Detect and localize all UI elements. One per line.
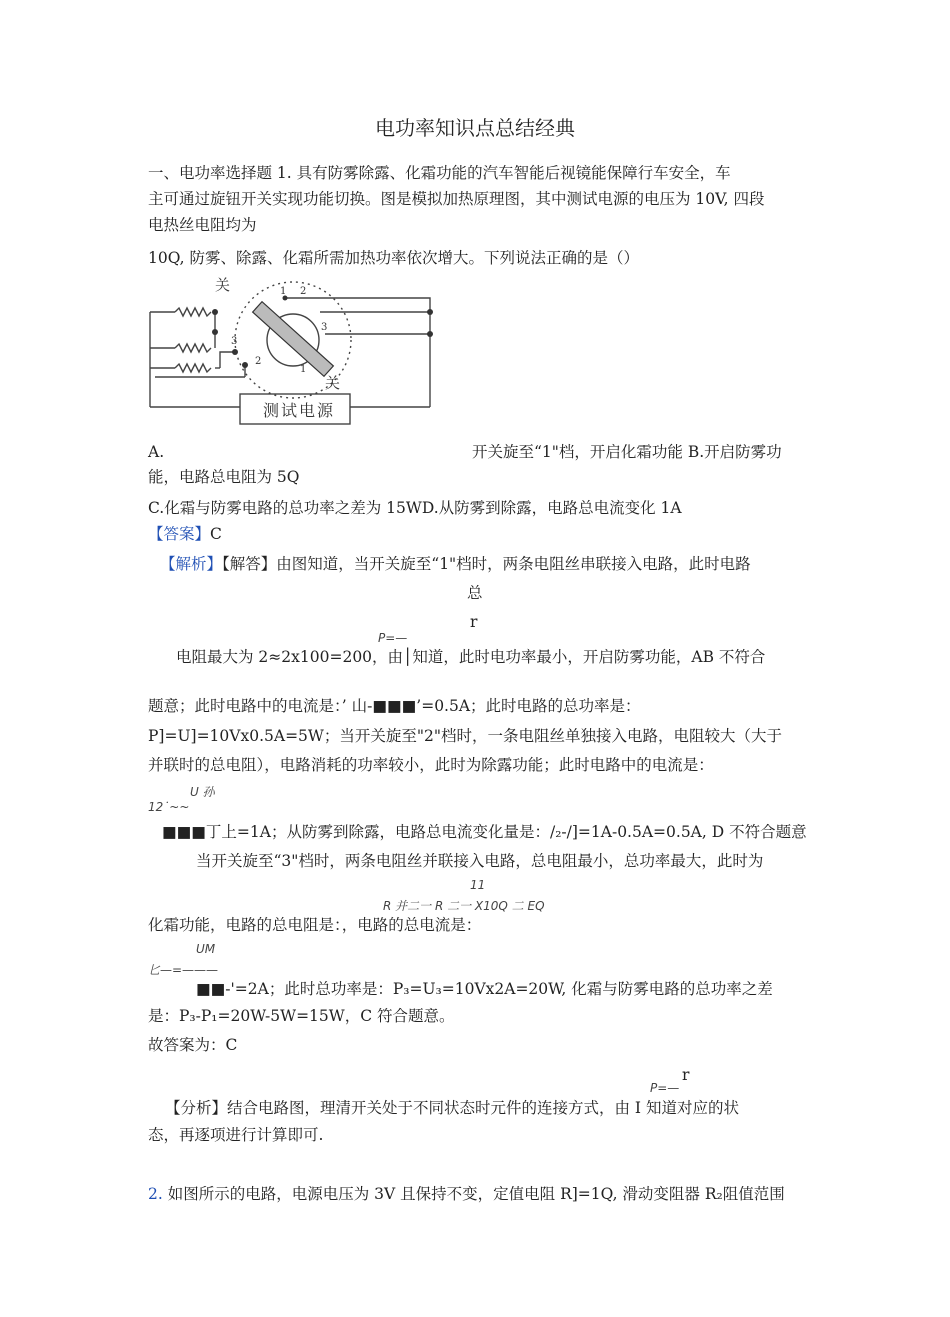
- diagram-label-3-left: 3: [231, 336, 238, 347]
- analysis-line-5: 并联时的总电阻），电路消耗的功率较小，此时为除露功能；此时电路中的电流是：: [148, 756, 714, 774]
- question-2-number: 2.: [148, 1185, 163, 1203]
- analysis-tag: 【解析】: [160, 555, 223, 573]
- question-2-line: [148, 1183, 785, 1205]
- answer-tag: 【答案】: [148, 525, 211, 543]
- analysis-line-7: 当开关旋至“3"档时，两条电阻丝并联接入电路，总电阻最小，总功率最大，此时为: [196, 852, 764, 870]
- q1-line-3: 电热丝电阻均为: [148, 216, 257, 234]
- page-title: 电功率知识点总结经典: [375, 116, 575, 140]
- fragment-r-2: r: [682, 1066, 690, 1084]
- diagram-label-1-bottom: 1: [300, 364, 307, 375]
- diagram-label-guan-top: 关: [215, 276, 231, 294]
- analysis-line-3: 题意；此时电路中的电流是：’ 山-■■■’=0.5A；此时电路的总功率是：: [148, 697, 641, 715]
- fragment-p-formula-1: P=—: [378, 631, 408, 645]
- option-a-text: 开关旋至“1"档，开启化霜功能 B.开启防雾功: [472, 443, 782, 461]
- fragment-p-formula-2: P=—: [650, 1081, 680, 1095]
- fenxi-line: 【分析】结合电路图，理清开关处于不同状态时元件的连接方式，由 I 知道对应的状: [165, 1099, 739, 1117]
- q1-line-4: 10Q, 防雾、除露、化霜所需加热功率依次增大。下列说法正确的是（）: [148, 249, 640, 267]
- q1-line-1: 一、电功率选择题 1. 具有防雾除露、化霜功能的汽车智能后视镜能保障行车安全，车: [148, 164, 731, 182]
- fragment-11: 11: [470, 878, 486, 892]
- diagram-label-2-top: 2: [300, 286, 307, 297]
- analysis-line-9: ■■-'=2A；此时总功率是：P₃=U₃=10Vx2A=20W, 化霜与防雾电路的总功率之差: [196, 980, 773, 998]
- analysis-line-4: P]=U]=10Vx0.5A=5W；当开关旋至"2"档时，一条电阻丝单独接入电路，电阻较大（大于: [148, 727, 782, 745]
- answer-value: C: [210, 525, 222, 543]
- fragment-u: U 孙: [190, 785, 215, 799]
- diagram-power-label: 测试电源: [263, 401, 336, 420]
- option-cd: C.化霜与防雾电路的总功率之差为 15WD.从防雾到除露，电路总电流变化 1A: [148, 499, 682, 517]
- conclusion: 故答案为：C: [148, 1036, 238, 1054]
- analysis-text-1: 【解答】由图知道，当开关旋至“1"档时，两条电阻丝串联接入电路，此时电路: [222, 555, 751, 573]
- question-2-text: 如图所示的电路，电源电压为 3V 且保持不变，定值电阻 R]=1Q, 滑动变阻器 R₂阻值范围: [167, 1185, 785, 1203]
- fragment-le: 匕—=———: [148, 963, 219, 977]
- fragment-r-parallel: R 并二一 R 二一 X10Q 二 EQ: [383, 899, 545, 913]
- option-a-continued: 能，电路总电阻为 5Q: [148, 468, 300, 486]
- analysis-line-2: 电阻最大为 2≈2x100=200，由│知道，此时电功率最小，开启防雾功能，AB 不符合: [176, 648, 766, 666]
- analysis-line-10: 是：P₃-P₁=20W-5W=15W，C 符合题意。: [148, 1007, 455, 1025]
- answer-line: [148, 523, 222, 545]
- analysis-line-1: [160, 553, 751, 575]
- option-a-label: A.: [148, 443, 165, 461]
- analysis-line-8: 化霜功能，电路的总电阻是：，电路的总电流是：: [148, 916, 482, 934]
- analysis-line-6: ■■■丁上=1A；从防雾到除露，电路总电流变化量是：/₂-/]=1A-0.5A=0.5A, D 不符合题意: [162, 823, 807, 841]
- diagram-label-guan-bottom: 关: [325, 374, 341, 392]
- diagram-label-3-right: 3: [321, 322, 328, 333]
- circuit-diagram: [145, 272, 435, 432]
- diagram-label-2-bottom: 2: [255, 356, 262, 367]
- q1-line-2: 主可通过旋钮开关实现功能切换。图是模拟加热原理图，其中测试电源的电压为 10V, 四段: [148, 190, 765, 208]
- fragment-um: UM: [196, 942, 216, 956]
- fragment-12: 12˙~~: [148, 800, 190, 814]
- diagram-label-1-top: 1: [280, 286, 287, 297]
- fragment-r-1: r: [470, 613, 478, 631]
- fragment-zong: 总: [467, 584, 483, 602]
- fenxi-continued: 态，再逐项进行计算即可.: [148, 1126, 324, 1144]
